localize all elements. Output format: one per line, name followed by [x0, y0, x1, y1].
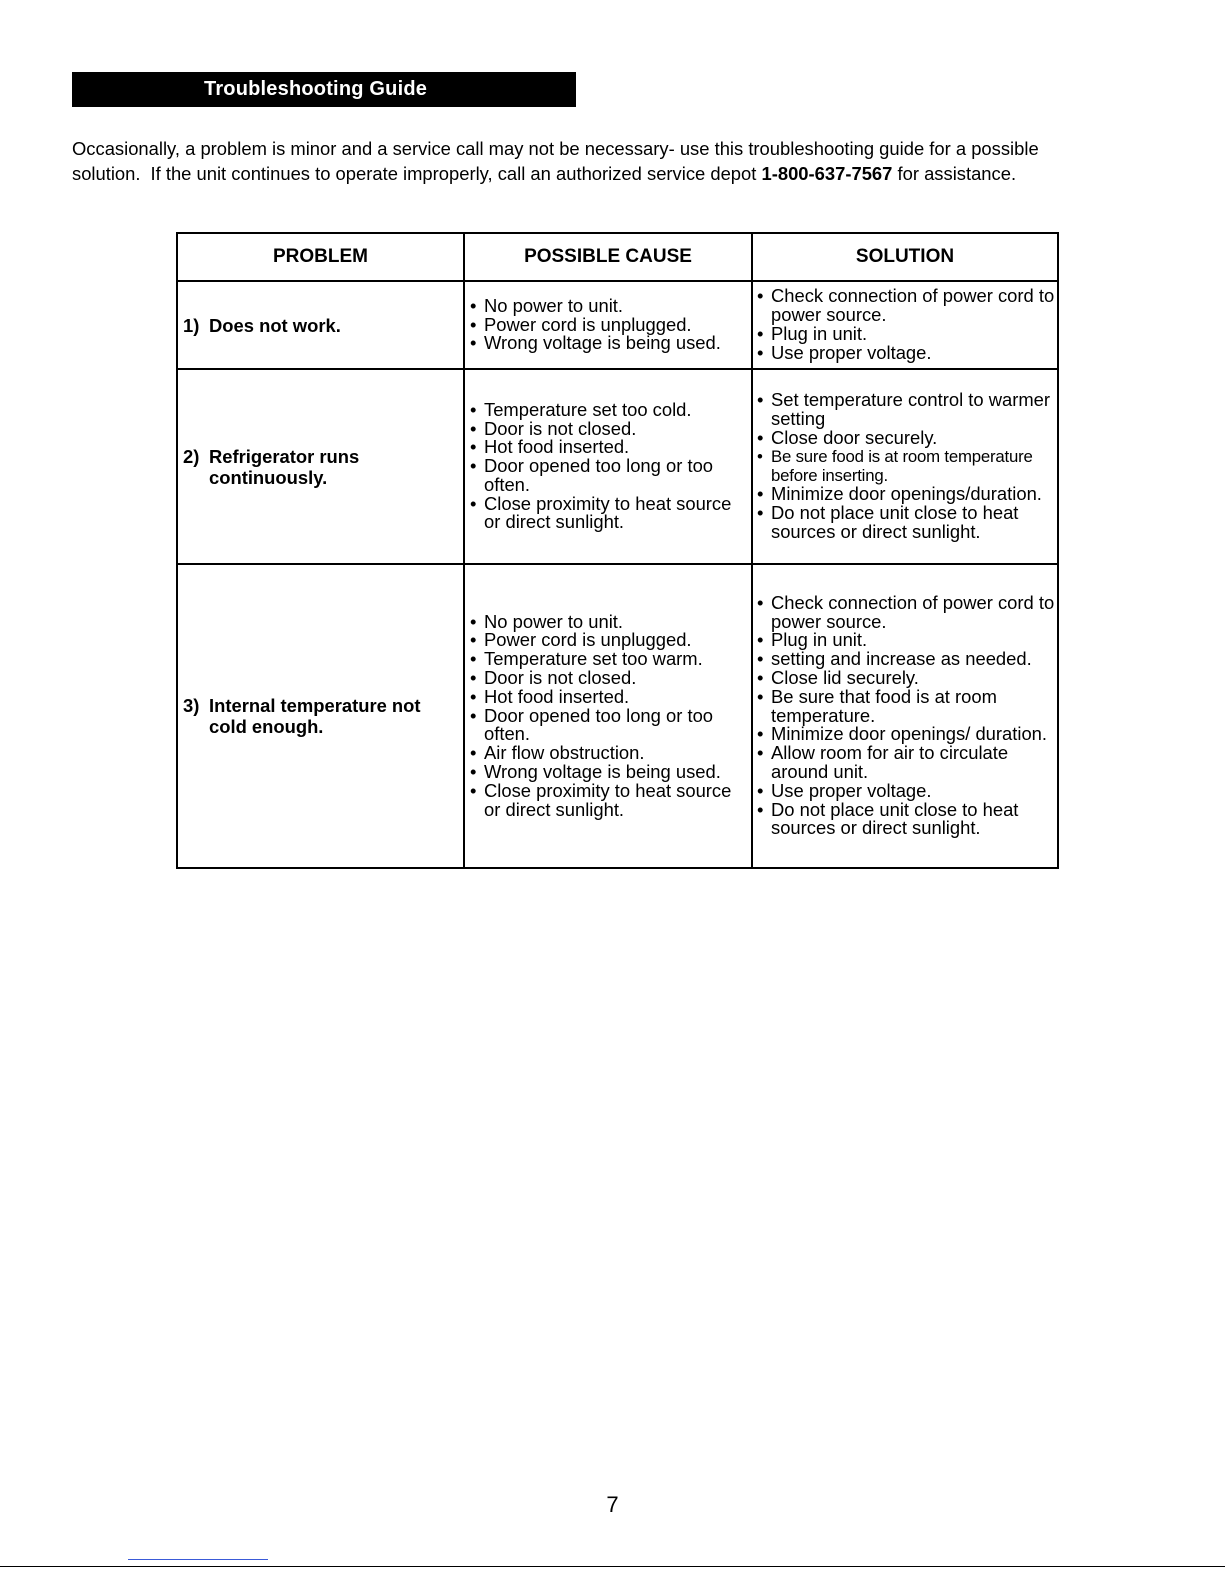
- cause-item: • Wrong voltage is being used.: [470, 334, 751, 353]
- cause-item: • No power to unit.: [470, 297, 751, 316]
- solution-item: • Minimize door openings/ duration.: [757, 725, 1057, 744]
- cause-list: [465, 398, 751, 533]
- header-possible-cause: POSSIBLE CAUSE: [464, 233, 752, 281]
- section-title: Troubleshooting Guide: [72, 72, 576, 107]
- cause-cell: [464, 369, 752, 564]
- solution-item: • Do not place unit close to heat sources or direct sunlight.: [757, 801, 1057, 839]
- header-problem: PROBLEM: [177, 233, 464, 281]
- solution-item: • Use proper voltage.: [757, 344, 1057, 363]
- solution-item: • Check connection of power cord to power source.: [757, 594, 1057, 632]
- problem-text: Refrigerator runs: [209, 445, 360, 467]
- intro-paragraph: [72, 136, 1212, 186]
- cause-item: • Power cord is unplugged.: [470, 631, 751, 650]
- solution-cell: [752, 369, 1058, 564]
- solution-list: [753, 391, 1057, 541]
- cause-list: [465, 294, 751, 354]
- cause-item: • Temperature set too cold.: [470, 401, 751, 420]
- footer-link-underline: [128, 1559, 268, 1560]
- table-row: [177, 369, 1058, 564]
- intro-line-1: Occasionally, a problem is minor and a service call may not be necessary- use this troubleshooting guide for a possible: [72, 138, 1039, 159]
- cause-item: • Door is not closed.: [470, 669, 751, 688]
- intro-line-2-end: for assistance.: [892, 163, 1017, 184]
- intro-line-2-start: solution.: [72, 163, 141, 184]
- cause-cell: [464, 564, 752, 868]
- solution-item: • Plug in unit.: [757, 325, 1057, 344]
- solution-item: • Allow room for air to circulate around unit.: [757, 744, 1057, 782]
- solution-item: • Close lid securely.: [757, 669, 1057, 688]
- solution-list: [753, 591, 1057, 839]
- cause-cell: [464, 281, 752, 369]
- cause-item: • Door opened too long or too often.: [470, 457, 751, 495]
- problem-text: Does not work.: [209, 314, 341, 336]
- cause-item: • Door is not closed.: [470, 420, 751, 439]
- troubleshooting-table: [176, 232, 1059, 869]
- problem-text-continued: continuously.: [209, 466, 328, 488]
- solution-item: • Be sure food is at room temperature before inserting.: [757, 448, 1057, 486]
- solution-item: • Plug in unit.: [757, 631, 1057, 650]
- solution-item: • Be sure that food is at room temperature.: [757, 688, 1057, 726]
- cause-item: • Air flow obstruction.: [470, 744, 751, 763]
- cause-item: • Wrong voltage is being used.: [470, 763, 751, 782]
- cause-item: • No power to unit.: [470, 613, 751, 632]
- cause-item: • Hot food inserted.: [470, 438, 751, 457]
- problem-number: 2): [183, 445, 200, 467]
- cause-item: • Door opened too long or too often.: [470, 707, 751, 745]
- problem-cell: [177, 281, 464, 369]
- solution-cell: [752, 281, 1058, 369]
- problem-cell: [177, 564, 464, 868]
- table-header-row: [177, 233, 1058, 281]
- solution-item: • Close door securely.: [757, 429, 1057, 448]
- footer-rule: [0, 1566, 1225, 1567]
- cause-item: • Power cord is unplugged.: [470, 316, 751, 335]
- cause-list: [465, 610, 751, 820]
- cause-item: • Close proximity to heat source or direct sunlight.: [470, 782, 751, 820]
- solution-item: • setting and increase as needed.: [757, 650, 1057, 669]
- problem-cell: [177, 369, 464, 564]
- solution-list: [753, 287, 1057, 362]
- solution-item: • Minimize door openings/duration.: [757, 485, 1057, 504]
- table-row: [177, 281, 1058, 369]
- problem-number: 1): [183, 314, 200, 336]
- solution-item: • Do not place unit close to heat sources or direct sunlight.: [757, 504, 1057, 542]
- solution-cell: [752, 564, 1058, 868]
- problem-text-continued: cold enough.: [209, 716, 324, 737]
- header-solution: SOLUTION: [752, 233, 1058, 281]
- service-phone-number: 1-800-637-7567: [761, 163, 893, 184]
- table-row: [177, 564, 1058, 868]
- intro-line-2: [72, 161, 1212, 186]
- solution-item: • Set temperature control to warmer setting: [757, 391, 1057, 429]
- intro-line-2-middle: If the unit continues to operate improperly, call an authorized service depot: [150, 163, 762, 184]
- solution-item: • Check connection of power cord to power source.: [757, 287, 1057, 325]
- cause-item: • Hot food inserted.: [470, 688, 751, 707]
- solution-item: • Use proper voltage.: [757, 782, 1057, 801]
- problem-number: 3): [183, 695, 200, 716]
- cause-item: • Close proximity to heat source or direct sunlight.: [470, 495, 751, 533]
- cause-item: • Temperature set too warm.: [470, 650, 751, 669]
- page-number: 7: [606, 1492, 619, 1517]
- problem-text: Internal temperature not: [209, 695, 421, 716]
